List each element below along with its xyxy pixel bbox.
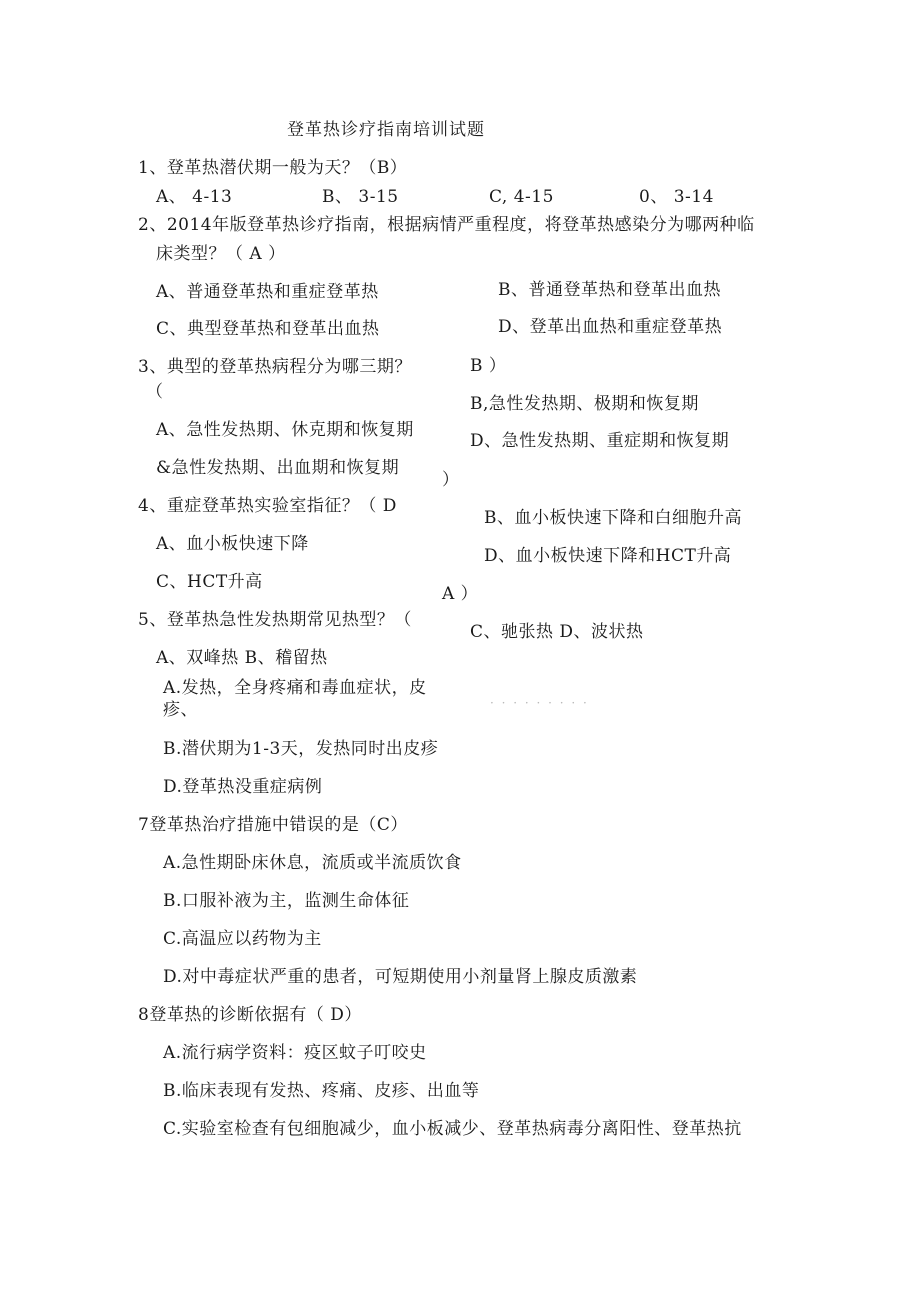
question-7-option-c: C.高温应以药物为主	[163, 929, 322, 949]
question-4-stem: 4、重症登革热实验室指征？（ D	[138, 496, 397, 516]
question-6-faded-text: · · · · · · · · ·	[490, 696, 589, 710]
question-3-option-c: &急性发热期、出血期和恢复期	[156, 458, 400, 478]
question-6-option-b: B.潜伏期为1-3天，发热同时出皮疹	[163, 739, 439, 759]
document-title: 登革热诊疗指南培训试题	[287, 120, 485, 140]
question-5-answer: A ）	[442, 584, 479, 604]
question-2-stem-line1: 2、2014年版登革热诊疗指南，根据病情严重程度，将登革热感染分为哪两种临	[138, 215, 755, 235]
question-8-option-a: A.流行病学资料：疫区蚊子叮咬史	[163, 1043, 427, 1063]
question-8-stem: 8登革热的诊断依据有（ D）	[138, 1005, 362, 1025]
question-2-option-c: C、典型登革热和登革出血热	[156, 319, 380, 339]
question-3-stem: 3、典型的登革热病程分为哪三期？	[138, 357, 412, 377]
question-3-option-a: A、急性发热期、休克期和恢复期	[156, 420, 414, 440]
question-7-option-d: D.对中毒症状严重的患者，可短期使用小剂量肾上腺皮质激素	[163, 967, 638, 987]
question-2-option-d: D、登革出血热和重症登革热	[498, 317, 723, 337]
question-3-answer: B ）	[470, 356, 507, 376]
question-1-option-c: C, 4-15	[489, 187, 554, 207]
question-3-option-d: D、急性发热期、重症期和恢复期	[470, 431, 730, 451]
question-1-option-d: 0、 3-14	[639, 187, 714, 207]
question-1-stem: 1、登革热潜伏期一般为天？（B）	[138, 158, 408, 178]
question-4-option-b: B、血小板快速下降和白细胞升高	[484, 508, 742, 528]
question-1-option-a: A、 4-13	[156, 187, 233, 207]
question-2-option-b: B、普通登革热和登革出血热	[498, 280, 721, 300]
question-4-option-c: C、HCT升高	[156, 572, 263, 592]
question-6-option-a: A.发热，全身疼痛和毒血症状，皮疹、	[163, 678, 427, 720]
question-2-option-a: A、普通登革热和重症登革热	[156, 282, 379, 302]
question-3-paren-open: （	[146, 382, 164, 402]
question-6-option-d: D.登革热没重症病例	[163, 777, 323, 797]
question-7-stem: 7登革热治疗措施中错误的是（C）	[138, 815, 408, 835]
question-3-paren-close: ）	[442, 470, 460, 490]
question-8-option-c: C.实验室检查有包细胞减少，血小板减少、登革热病毒分离阳性、登革热抗	[163, 1119, 742, 1139]
question-8-option-b: B.临床表现有发热、疼痛、皮疹、出血等	[163, 1081, 480, 1101]
question-7-option-a: A.急性期卧床休息，流质或半流质饮食	[163, 853, 462, 873]
question-3-option-b: B,急性发热期、极期和恢复期	[470, 394, 699, 414]
question-4-option-d: D、血小板快速下降和HCT升高	[484, 546, 732, 566]
question-1-option-b: B、 3-15	[322, 187, 399, 207]
question-7-option-b: B.口服补液为主，监测生命体征	[163, 891, 410, 911]
question-2-stem-line2: 床类型？（ A ）	[156, 244, 286, 264]
question-5-stem: 5、登革热急性发热期常见热型？（	[138, 610, 412, 630]
question-5-options-ab: A、双峰热 B、稽留热	[156, 648, 328, 668]
question-4-option-a: A、血小板快速下降	[156, 534, 309, 554]
question-5-options-cd: C、驰张热 D、波状热	[470, 622, 644, 642]
